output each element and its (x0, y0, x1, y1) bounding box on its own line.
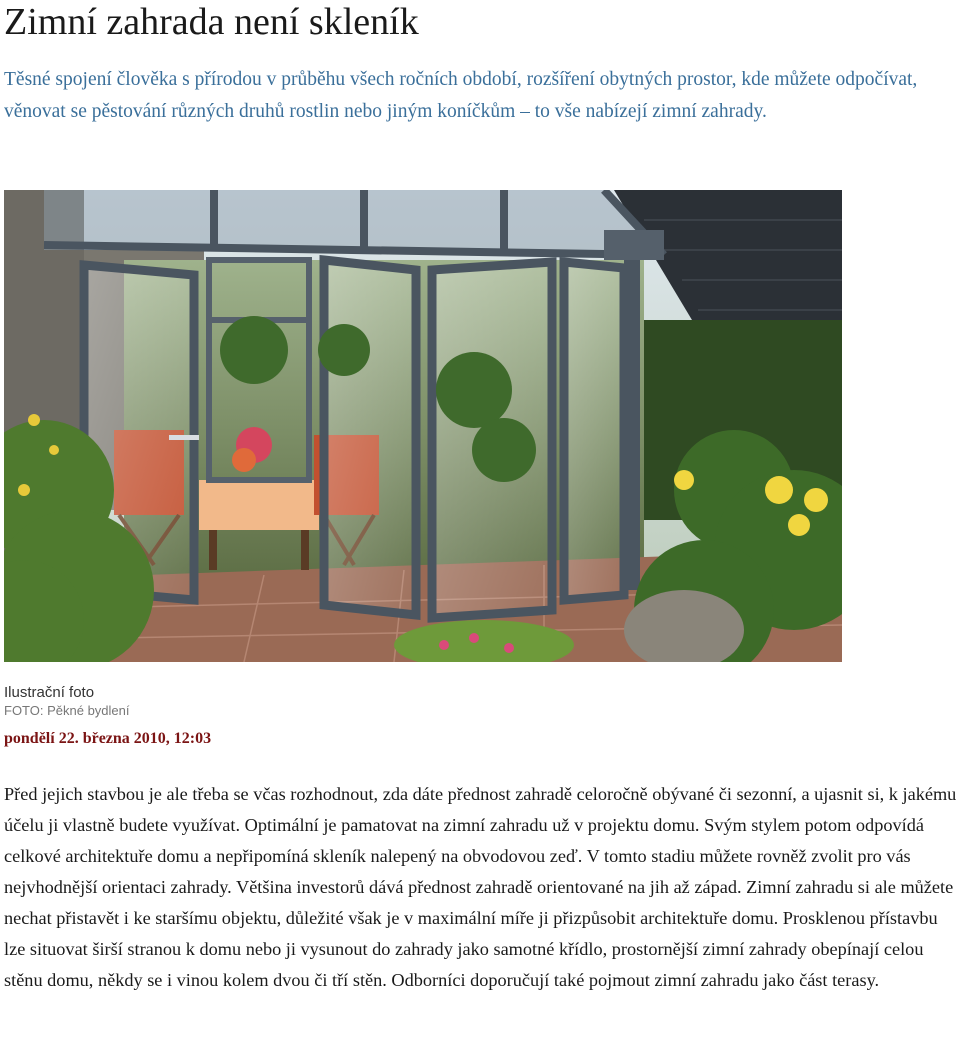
article-title: Zimní zahrada není skleník (4, 1, 419, 43)
winter-garden-illustration (4, 190, 842, 662)
article-photo[interactable] (4, 190, 842, 662)
photo-credit: FOTO: Pěkné bydlení (4, 703, 130, 718)
photo-caption: Ilustrační foto (4, 684, 95, 701)
article-date: pondělí 22. března 2010, 12:03 (4, 730, 212, 747)
article-lead: Těsné spojení člověka s přírodou v průběhu všech ročních období, rozšíření obytných prostor, kde můžete odpočívat, věnovat se pěstování různých druhů rostlin nebo jiným koníčkům – to vše nabízejí zimní zahrady. (4, 69, 918, 122)
article-body: Před jejich stavbou je ale třeba se včas rozhodnout, zda dáte přednost zahradě celoročně obývané či sezonní, a ujasnit si, k jakému účelu ji vlastně budete využívat. Optimální je pamatovat na zimní zahradu už v projektu domu. Svým stylem potom odpovídá celkové architektuře domu a nepřipomíná skleník nalepený na obvodovou zeď. V tomto stadiu můžete rovněž zvolit pro vás nejvhodnější orientaci zahrady. Většina investorů dává přednost zahradě orientované na jih až západ. Zimní zahradu si ale můžete nechat přistavět i ke staršímu objektu, důležité však je v maximální míře ji přizpůsobit architektuře domu. Prosklenou přístavbu lze situovat širší stranou k domu nebo ji vysunout do zahrady jako samotné křídlo, prostornější zimní zahrady obepínají celou stěnu domu, někdy se i vinou kolem dvou či tří stěn. Odborníci doporučují také pojmout zimní zahradu jako část terasy. (4, 784, 957, 990)
